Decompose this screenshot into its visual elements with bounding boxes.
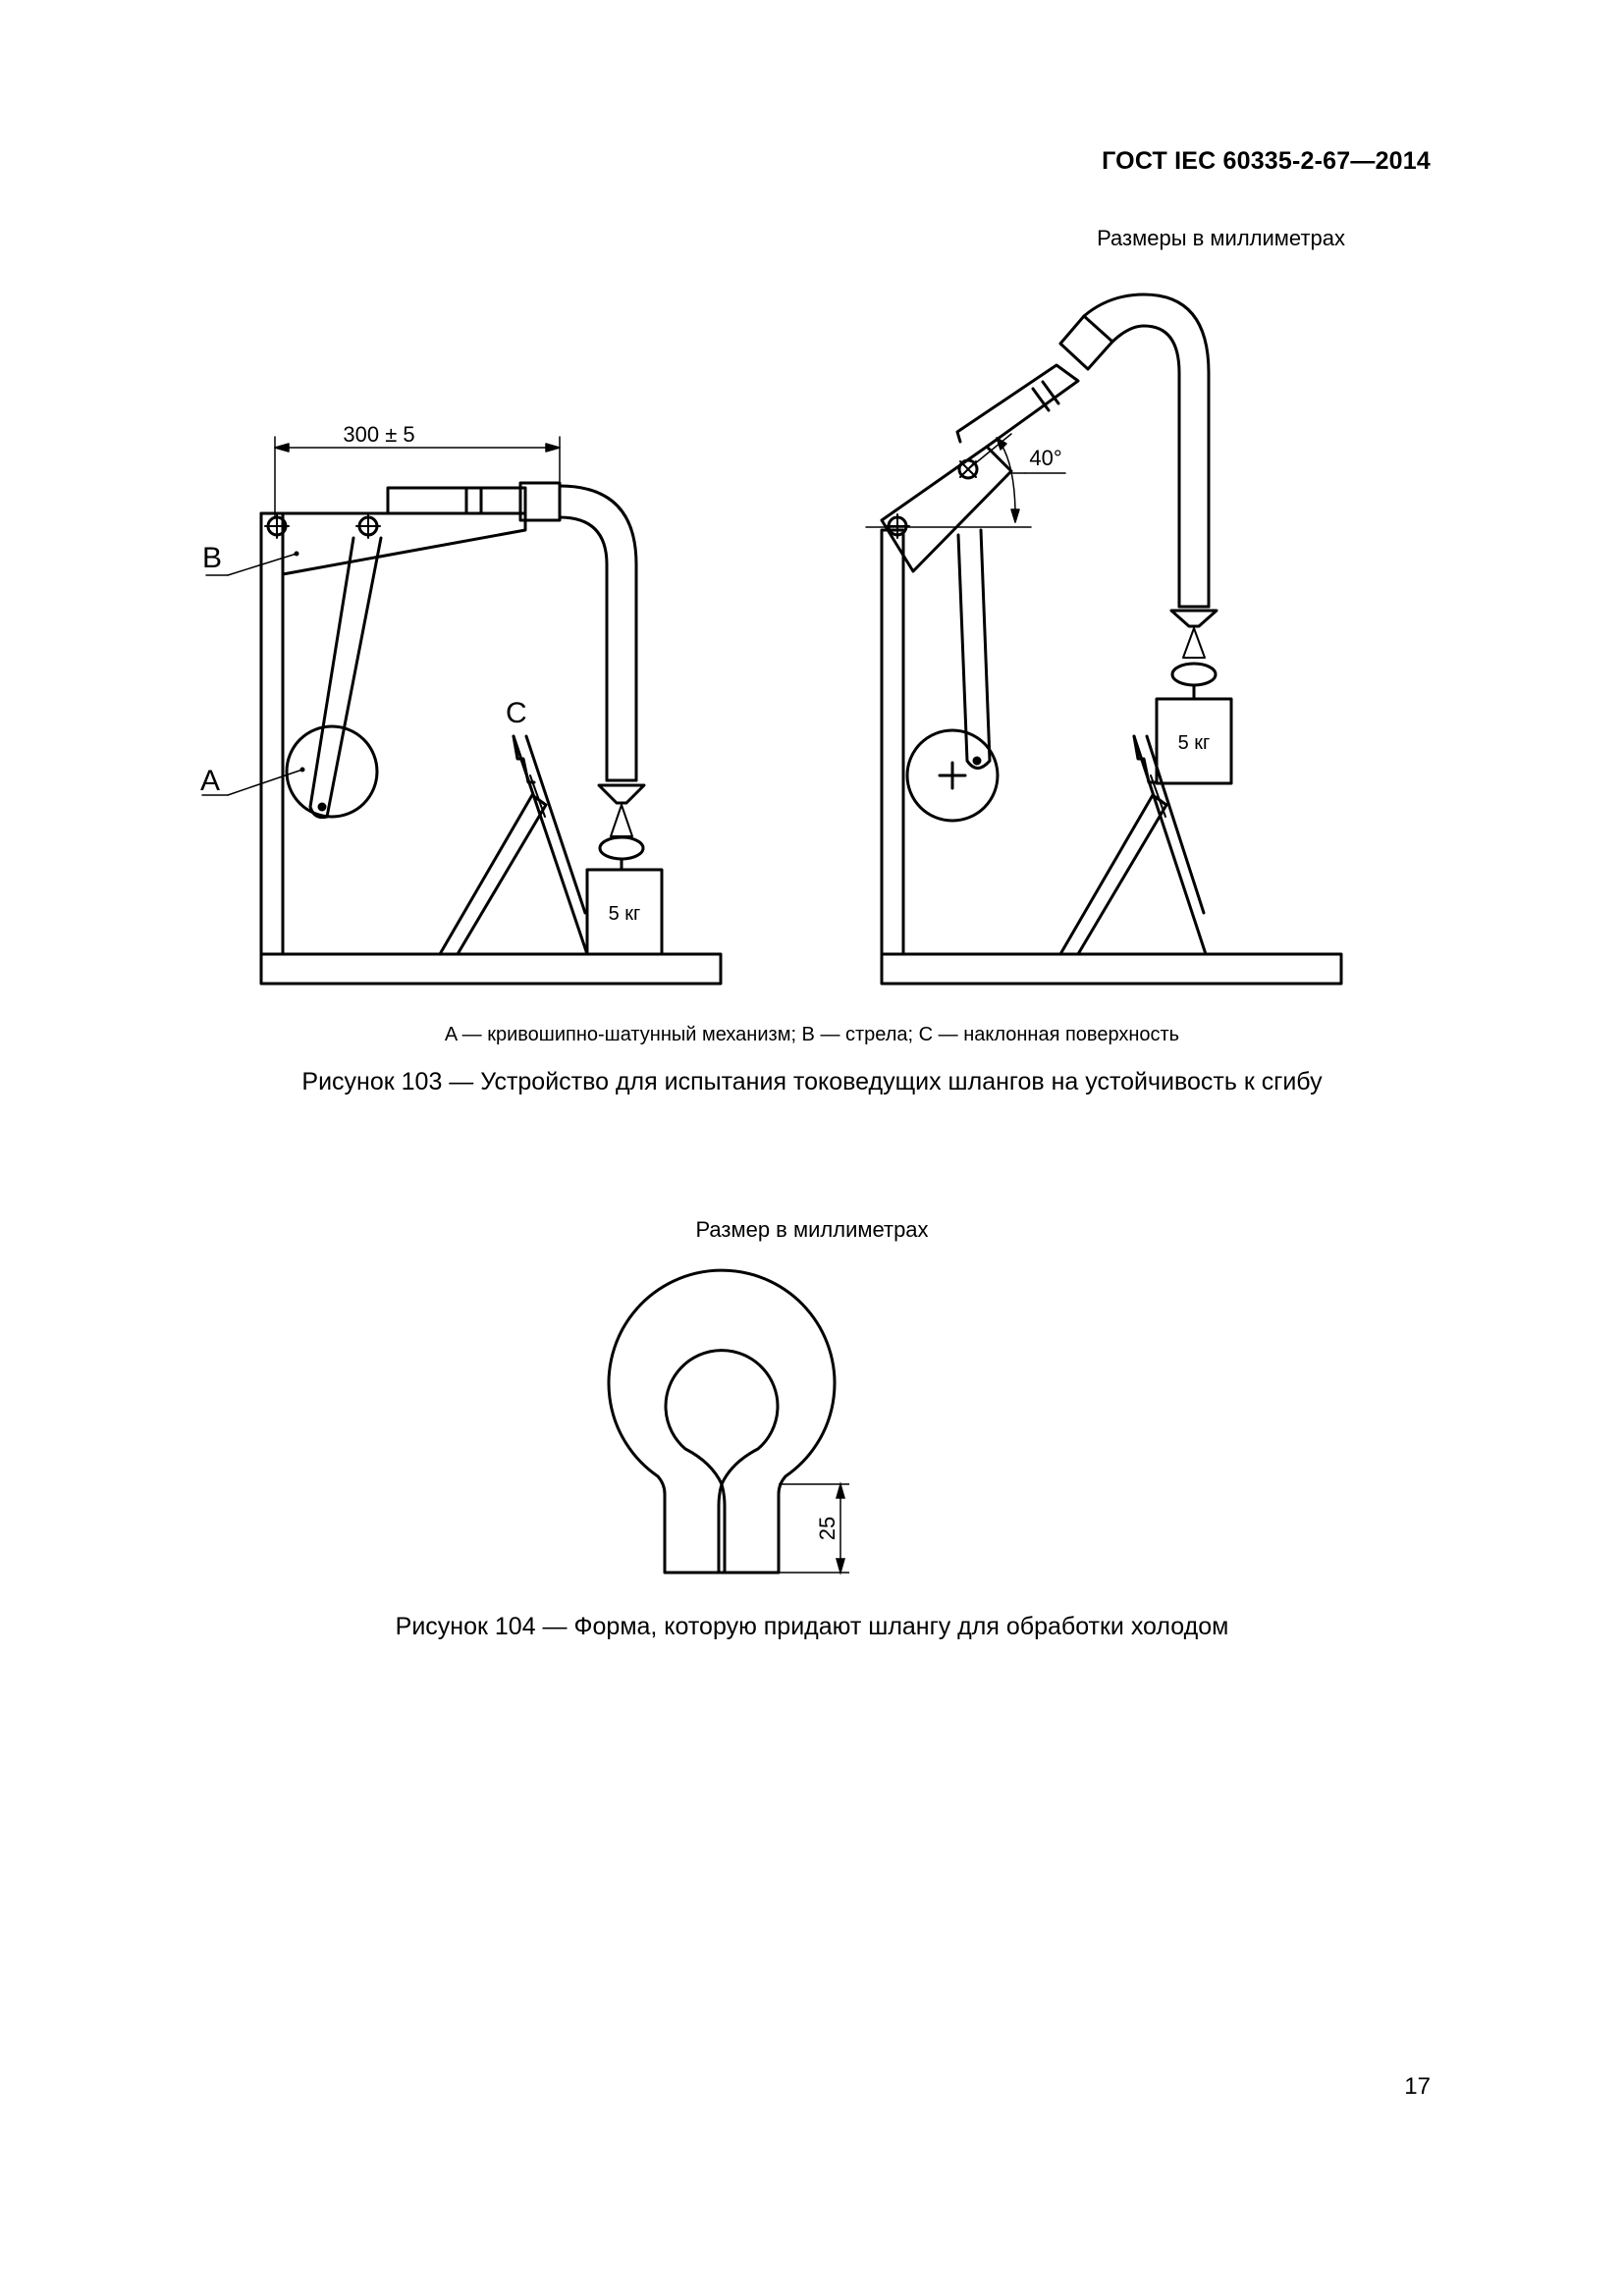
right-hose-coupling	[1171, 611, 1217, 626]
left-base-plate	[261, 954, 721, 984]
dimension-25-label: 25	[815, 1516, 839, 1541]
right-boom	[882, 447, 1011, 571]
label-c: C	[506, 697, 527, 729]
left-vertical-post	[261, 513, 283, 954]
hose-loop-inner	[666, 1351, 778, 1484]
angle-40-label: 40°	[1029, 446, 1062, 470]
figure-103-legend: A — кривошипно-шатунный механизм; B — стрела; C — наклонная поверхность	[444, 1024, 1180, 1045]
left-crank-disc	[287, 726, 377, 817]
figure-103-drawing	[0, 0, 1624, 1001]
right-slider	[957, 365, 1078, 447]
page-number: 17	[1404, 2073, 1431, 2100]
figure-103-caption: Рисунок 103 — Устройство для испытания токоведущих шлангов на устойчивость к сгибу	[301, 1068, 1323, 1095]
right-weight-hook	[1172, 664, 1216, 685]
right-weight-label: 5 кг	[1177, 732, 1211, 754]
right-vertical-post	[882, 530, 903, 954]
left-connecting-rod	[310, 538, 381, 818]
label-a: A	[200, 765, 221, 797]
left-weight-hook	[600, 837, 643, 859]
figure-103-units-note: Размеры в миллиметрах	[1097, 226, 1345, 250]
document-header: ГОСТ IEC 60335-2-67—2014	[1102, 147, 1431, 175]
right-hose-inner	[1112, 326, 1179, 607]
left-pivot-2	[356, 514, 380, 538]
left-slider	[388, 488, 525, 513]
right-hose-outer	[1084, 294, 1209, 607]
left-hose-inner	[560, 517, 607, 780]
figure-104-units-note: Размер в миллиметрах	[695, 1217, 929, 1242]
left-boom	[261, 513, 525, 574]
dimension-300-label: 300 ± 5	[343, 422, 415, 447]
hose-loop-outer	[609, 1270, 835, 1573]
figure-104-caption: Рисунок 104 — Форма, которую придают шлангу для обработки холодом	[395, 1613, 1229, 1640]
left-pivot-1	[265, 514, 289, 538]
left-hose-coupling	[599, 785, 644, 803]
right-base-plate	[882, 954, 1341, 984]
left-weight-label: 5 кг	[608, 903, 641, 925]
label-b: B	[202, 542, 223, 574]
figure-104-drawing	[550, 1266, 903, 1600]
dimension-300	[275, 437, 560, 518]
right-clamp-block	[1060, 316, 1112, 369]
